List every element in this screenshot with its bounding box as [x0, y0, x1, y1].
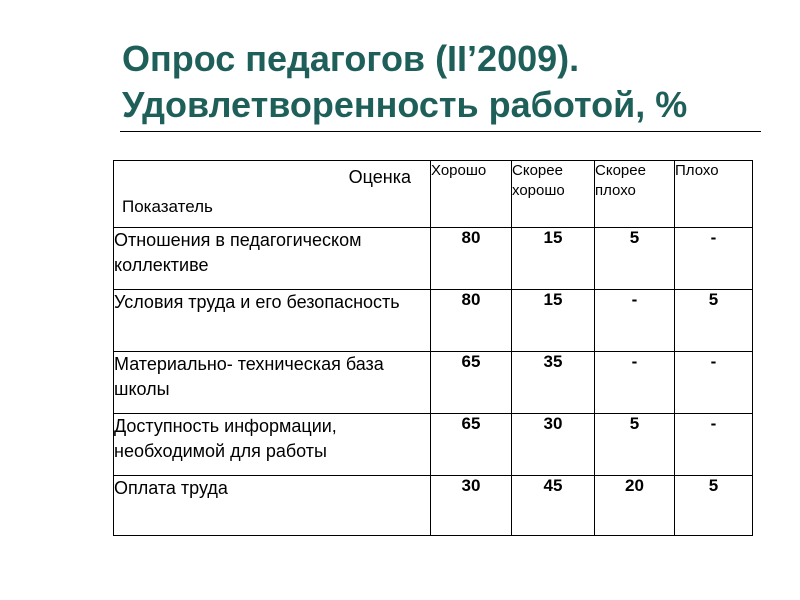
corner-header-cell	[114, 161, 431, 228]
slide-title-line-2: Удовлетворенность работой, %	[122, 84, 688, 125]
cell-bad: -	[675, 228, 753, 290]
cell-rather-good: 15	[512, 228, 595, 290]
cell-rather-bad: -	[595, 290, 675, 352]
cell-good: 65	[431, 414, 512, 476]
cell-bad: -	[675, 352, 753, 414]
column-header-good: Хорошо	[431, 161, 512, 228]
cell-good: 65	[431, 352, 512, 414]
cell-bad: -	[675, 414, 753, 476]
row-label: Отношения в педагогическом коллективе	[114, 228, 431, 290]
row-label: Оплата труда	[114, 476, 431, 536]
row-label: Доступность информации, необходимой для работы	[114, 414, 431, 476]
survey-table	[113, 160, 753, 536]
table-row	[114, 290, 753, 352]
cell-bad: 5	[675, 290, 753, 352]
title-divider	[120, 131, 761, 132]
column-header-rather-bad: Скорее плохо	[595, 161, 675, 228]
table-row	[114, 228, 753, 290]
row-label: Условия труда и его безопасность	[114, 290, 431, 352]
table-row	[114, 414, 753, 476]
column-header-rather-good: Скорее хорошо	[512, 161, 595, 228]
cell-good: 80	[431, 228, 512, 290]
table-header-row	[114, 161, 753, 228]
cell-rather-bad: 5	[595, 414, 675, 476]
slide-title-line-1: Опрос педагогов (II’2009).	[122, 38, 580, 79]
row-label: Материально- техническая база школы	[114, 352, 431, 414]
cell-rather-bad: 20	[595, 476, 675, 536]
cell-rather-good: 35	[512, 352, 595, 414]
cell-bad: 5	[675, 476, 753, 536]
cell-rather-good: 45	[512, 476, 595, 536]
slide-title	[122, 36, 687, 128]
column-header-bad: Плохо	[675, 161, 753, 228]
cell-rather-bad: -	[595, 352, 675, 414]
grade-header-label: Оценка	[348, 167, 411, 187]
cell-good: 30	[431, 476, 512, 536]
cell-rather-bad: 5	[595, 228, 675, 290]
cell-rather-good: 30	[512, 414, 595, 476]
cell-good: 80	[431, 290, 512, 352]
cell-rather-good: 15	[512, 290, 595, 352]
table-row	[114, 476, 753, 536]
indicator-header-label: Показатель	[122, 197, 213, 216]
table-row	[114, 352, 753, 414]
